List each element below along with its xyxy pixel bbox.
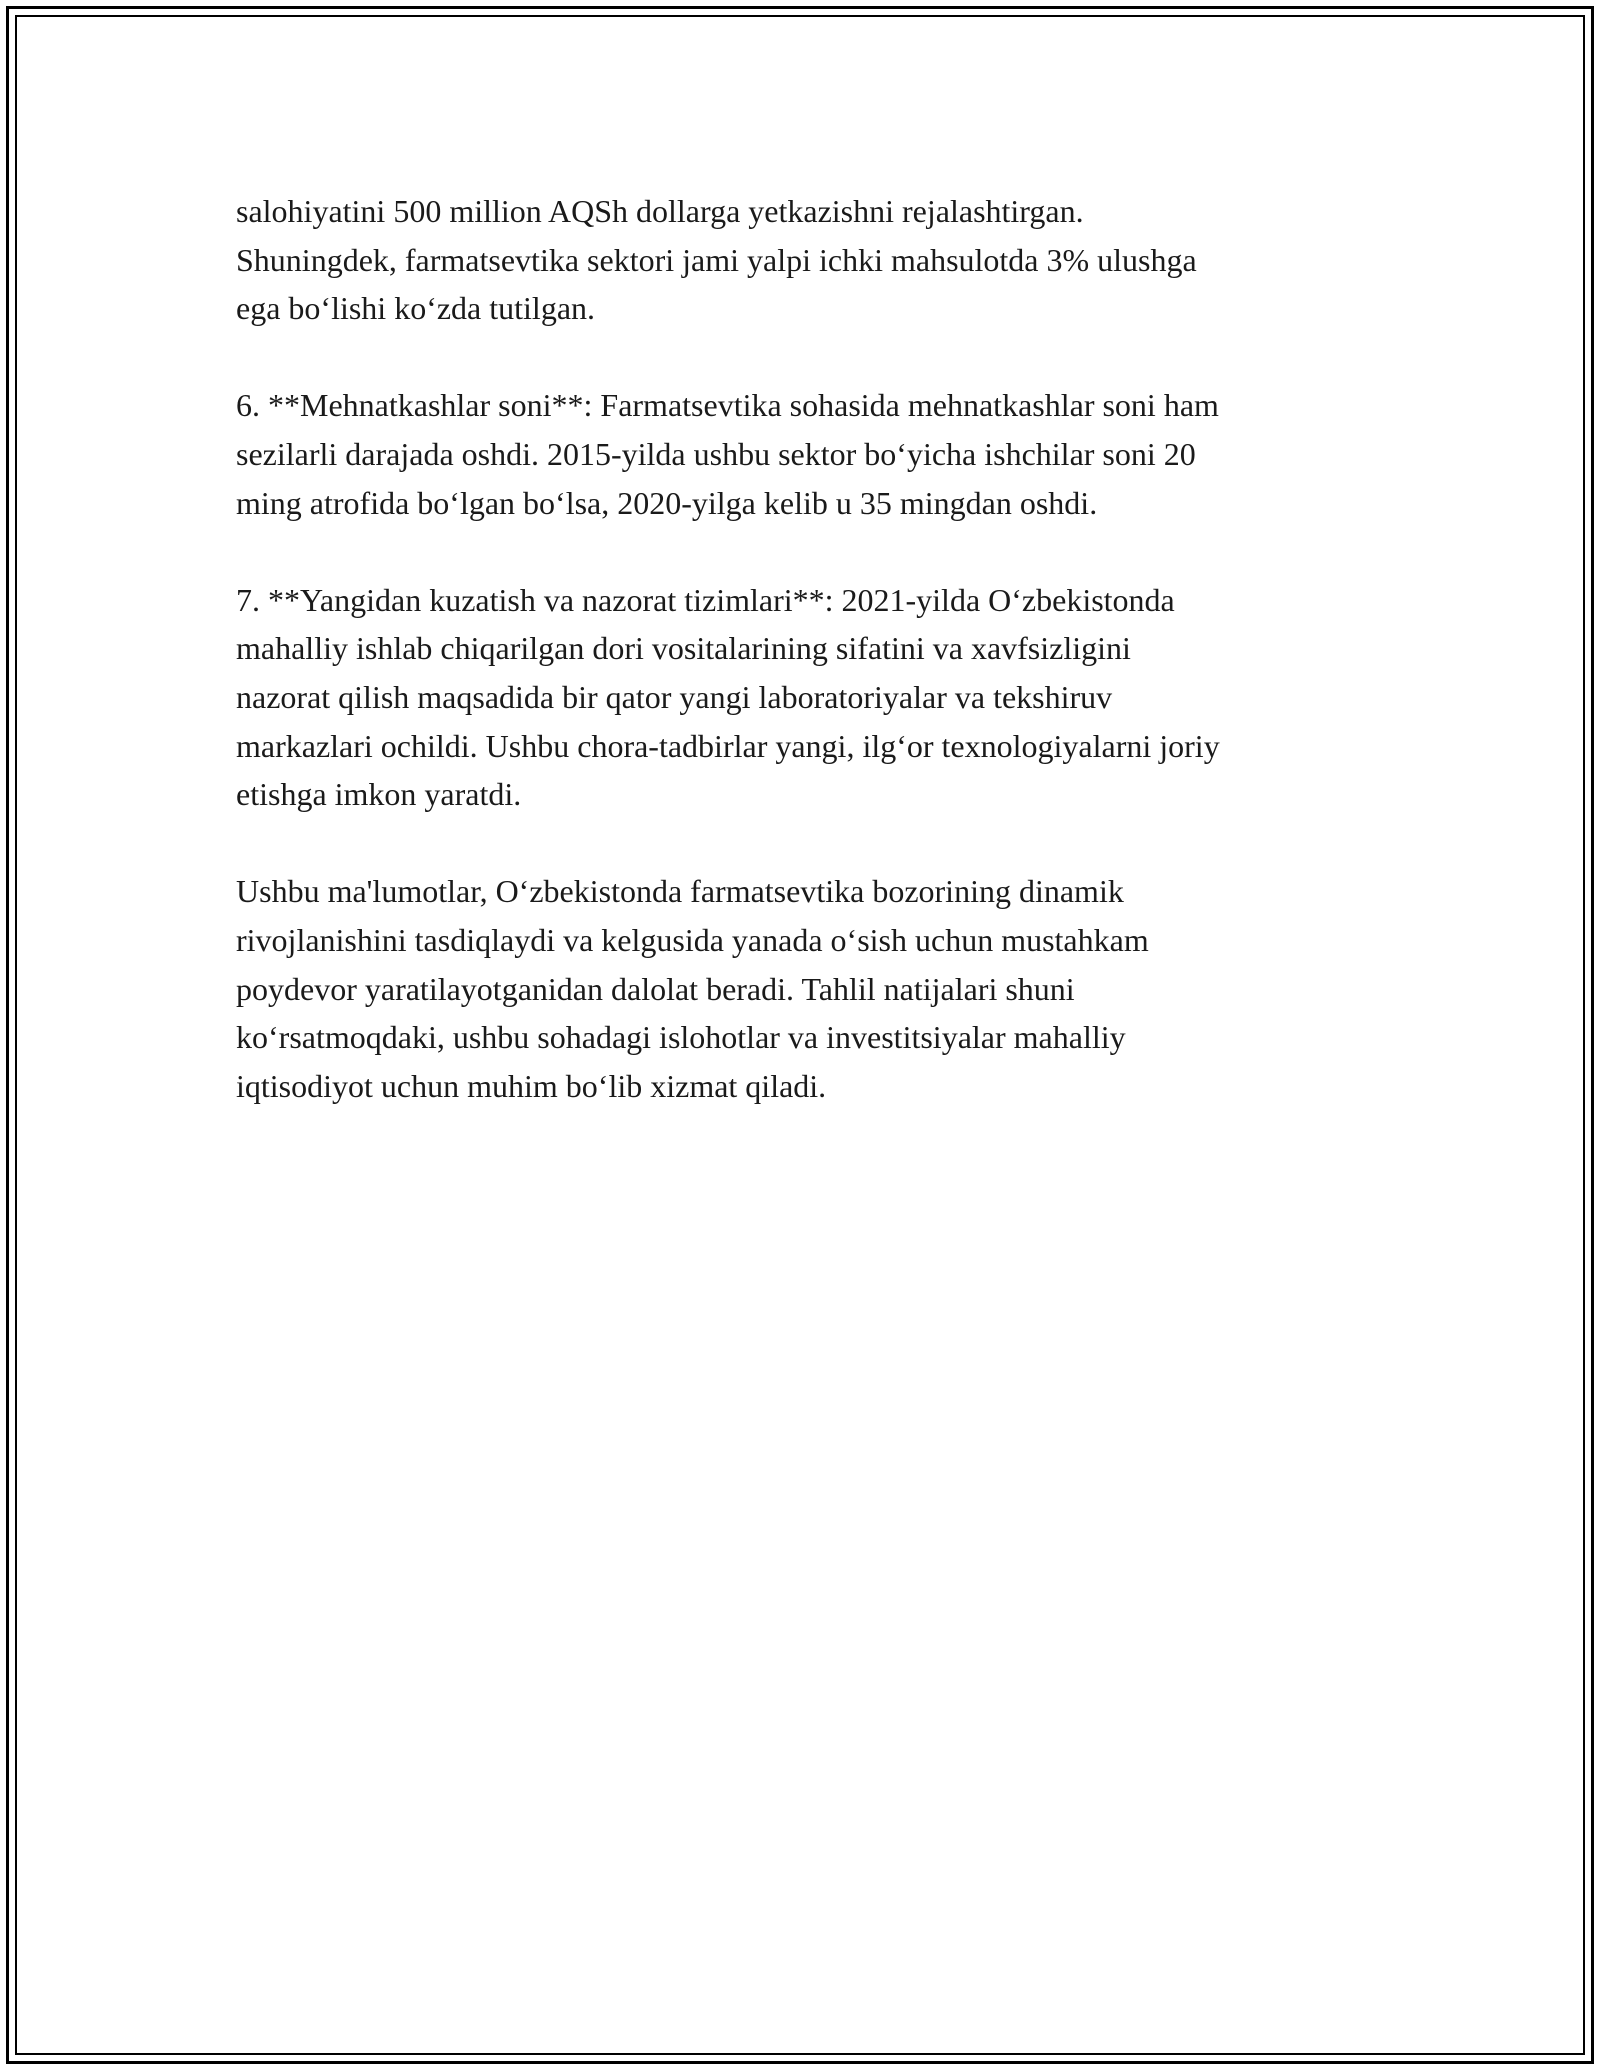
text-line: Shuningdek, farmatsevtika sektori jami yalpi ichki mahsulotda 3% ulushga [236,241,1197,278]
text-line: markazlari ochildi. Ushbu chora-tadbirlar yangi, ilg‘or texnologiyalarni joriy [236,727,1220,764]
text-line: salohiyatini 500 million AQSh dollarga yetkazishni rejalashtirgan. [236,193,1084,229]
paragraph-investment-target [236,187,1396,333]
text-line: etishga imkon yaratdi. [236,776,522,813]
text-line: ega bo‘lishi ko‘zda tutilgan. [236,290,596,327]
text-line: ming atrofida bo‘lgan bo‘lsa, 2020-yilga kelib u 35 mingdan oshdi. [236,484,1098,521]
text-line: ko‘rsatmoqdaki, ushbu sohadagi islohotlar va investitsiyalar mahalliy [236,1019,1126,1056]
text-line: mahalliy ishlab chiqarilgan dori vositalarining sifatini va xavfsizligini [236,630,1131,667]
paragraph-workforce [236,381,1396,527]
text-line: rivojlanishini tasdiqlaydi va kelgusida yanada o‘sish uchun mustahkam [236,921,1149,958]
text-line: 6. **Mehnatkashlar soni**: Farmatsevtika sohasida mehnatkashlar soni ham [236,387,1219,424]
paragraph-control-systems [236,576,1396,819]
document-body [236,187,1396,1159]
text-line: Ushbu ma'lumotlar, O‘zbekistonda farmatsevtika bozorining dinamik [236,873,1124,910]
paragraph-conclusion [236,867,1396,1110]
text-line: poydevor yaratilayotganidan dalolat beradi. Tahlil natijalari shuni [236,970,1075,1007]
text-line: 7. **Yangidan kuzatish va nazorat tizimlari**: 2021-yilda O‘zbekistonda [236,581,1175,618]
text-line: sezilarli darajada oshdi. 2015-yilda ushbu sektor bo‘yicha ishchilar soni 20 [236,435,1196,472]
text-line: iqtisodiyot uchun muhim bo‘lib xizmat qiladi. [236,1067,827,1104]
text-line: nazorat qilish maqsadida bir qator yangi laboratoriyalar va tekshiruv [236,678,1113,715]
